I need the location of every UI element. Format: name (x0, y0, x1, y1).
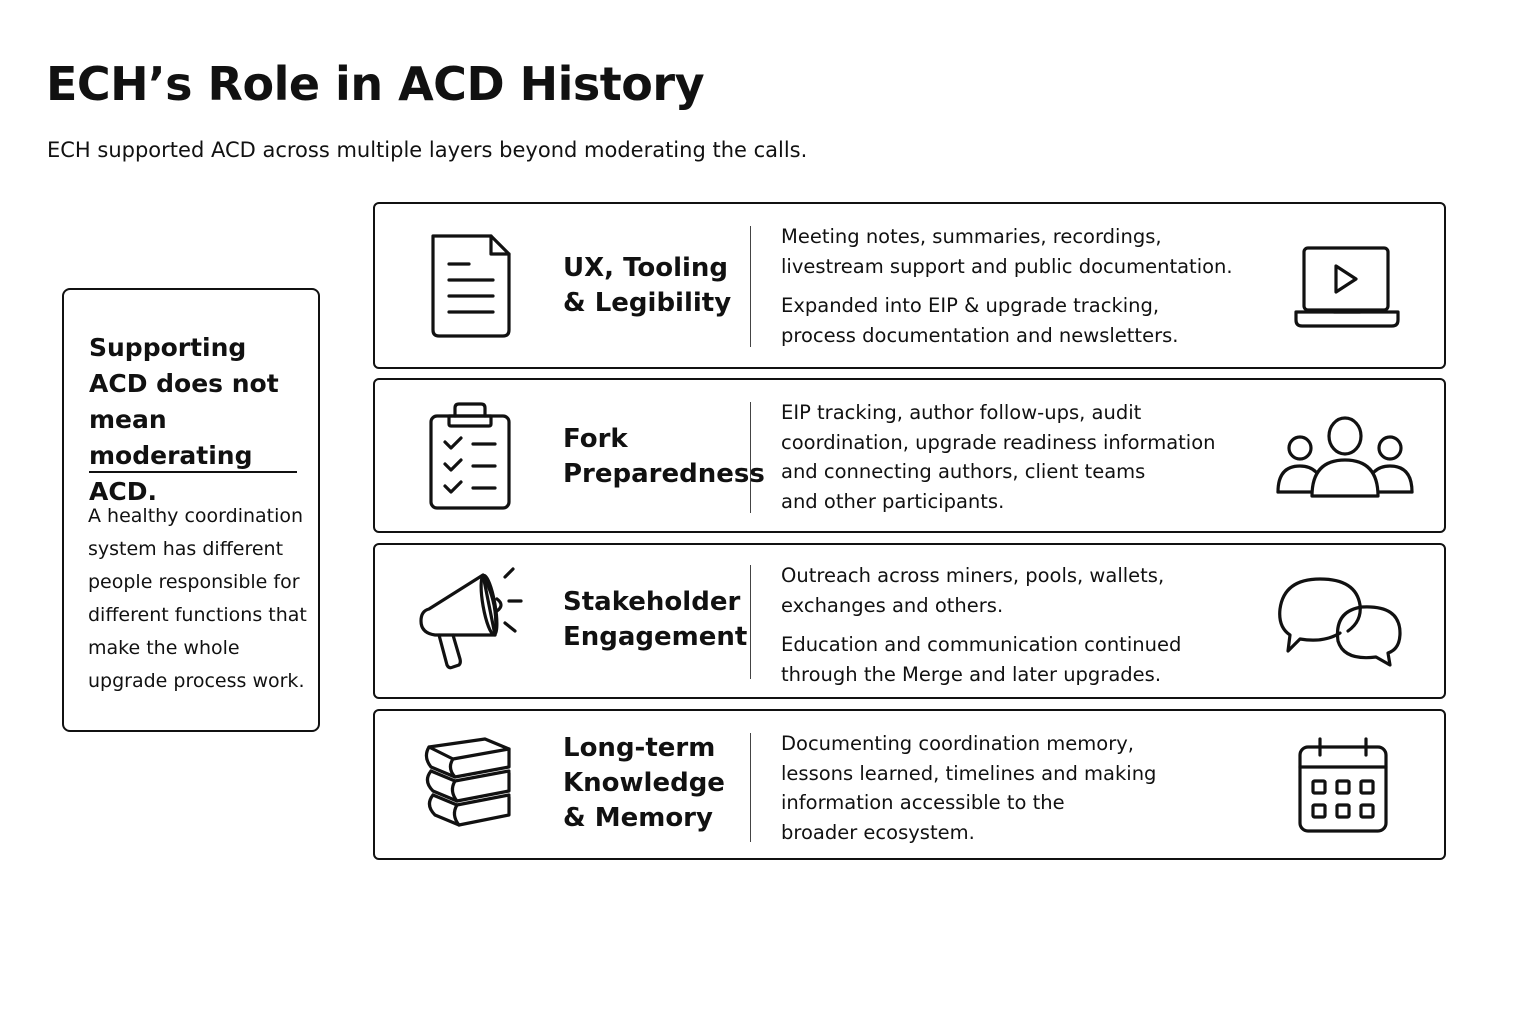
row-title-line: Engagement (563, 622, 748, 652)
row-desc-line: Expanded into EIP & upgrade tracking, (781, 294, 1160, 317)
row-description (781, 561, 1261, 689)
row-desc-line: Education and communication continued (781, 633, 1182, 656)
row-desc-line: through the Merge and later upgrades. (781, 662, 1162, 686)
row-fork-preparedness (373, 378, 1446, 533)
row-title (563, 422, 765, 492)
books-stack-icon (405, 727, 525, 847)
calendar-icon (1270, 735, 1420, 845)
row-description (781, 398, 1261, 516)
row-long-term-knowledge (373, 709, 1446, 860)
row-title-line: & Legibility (563, 288, 732, 318)
row-separator (750, 226, 751, 347)
row-title-line: Preparedness (563, 459, 765, 489)
row-title-line: Fork (563, 424, 628, 454)
row-title-line: UX, Tooling (563, 253, 729, 283)
row-desc-line: and other participants. (781, 489, 1005, 513)
row-desc-line: Meeting notes, summaries, recordings, (781, 225, 1162, 248)
row-title-line: Long-term (563, 733, 716, 763)
row-desc-line: process documentation and newsletters. (781, 323, 1179, 347)
row-desc-line: lessons learned, timelines and making (781, 761, 1157, 785)
row-desc-line: Documenting coordination memory, (781, 732, 1134, 755)
row-desc-line: coordination, upgrade readiness information (781, 430, 1216, 454)
clipboard-checklist-icon (405, 398, 525, 518)
side-card-heading: Supporting ACD does not mean moderating ACD. (89, 333, 279, 506)
row-desc-line: livestream support and public documentation. (781, 254, 1233, 278)
page-subtitle: ECH supported ACD across multiple layers beyond moderating the calls. (47, 138, 808, 162)
row-stakeholder-engagement (373, 543, 1446, 699)
row-title (563, 251, 743, 321)
row-title (563, 585, 748, 655)
page-title: ECH’s Role in ACD History (46, 57, 705, 111)
row-title-line: & Memory (563, 803, 713, 833)
side-card-body: A healthy coordination system has different people responsible for different functions that make the whole upgrade process work. (88, 505, 307, 692)
row-ux-tooling (373, 202, 1446, 369)
chat-bubbles-icon (1270, 569, 1420, 679)
row-desc-line: exchanges and others. (781, 593, 1004, 617)
row-desc-line: EIP tracking, author follow-ups, audit (781, 401, 1142, 424)
document-icon (405, 226, 525, 346)
laptop-play-icon (1270, 234, 1420, 344)
row-desc-line: information accessible to the (781, 791, 1065, 814)
megaphone-icon (411, 561, 531, 681)
row-title-line: Stakeholder (563, 587, 741, 617)
side-card (62, 288, 320, 732)
row-desc-line: and connecting authors, client teams (781, 460, 1146, 483)
row-title-line: Knowledge (563, 768, 725, 798)
row-separator (750, 733, 751, 842)
people-group-icon (1270, 404, 1420, 514)
row-description (781, 729, 1261, 847)
row-separator (750, 402, 751, 513)
row-title (563, 731, 743, 836)
row-separator (750, 565, 751, 679)
row-desc-line: Outreach across miners, pools, wallets, (781, 564, 1165, 587)
side-card-divider (89, 471, 297, 473)
row-description (781, 222, 1261, 350)
row-desc-line: broader ecosystem. (781, 820, 975, 844)
